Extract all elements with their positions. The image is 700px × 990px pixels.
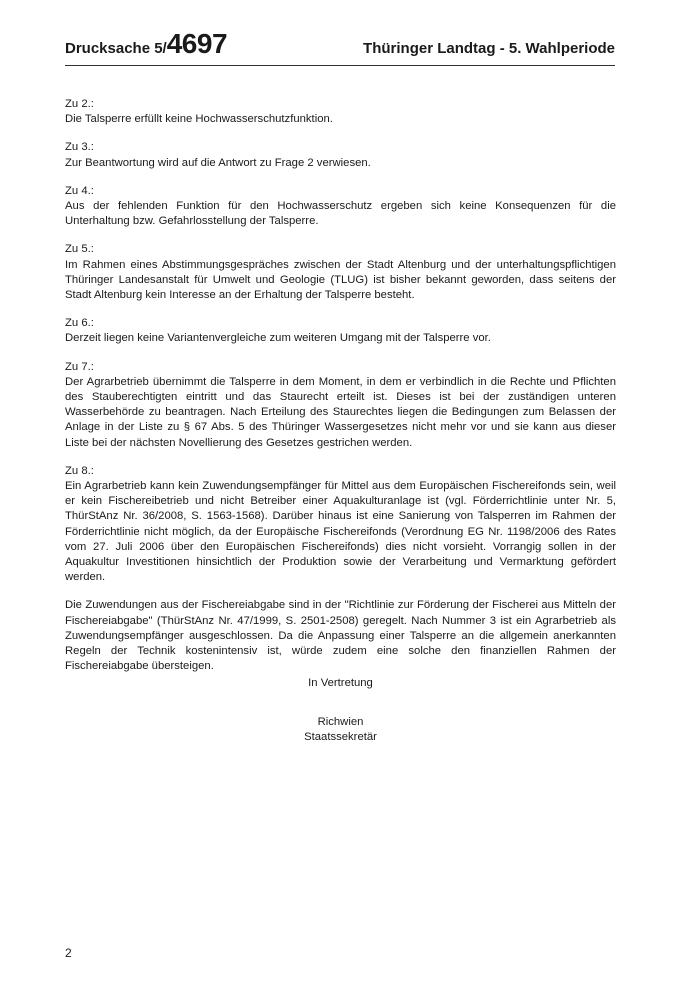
section-text: Derzeit liegen keine Variantenvergleiche zum weiteren Umgang mit der Talsperre vor. xyxy=(65,332,491,345)
signatory-name: Richwien xyxy=(317,716,364,729)
section-text: Zur Beantwortung wird auf die Antwort zu Frage 2 verwiesen. xyxy=(65,156,371,169)
page-number: 2 xyxy=(65,946,72,960)
document-number-value: 4697 xyxy=(166,28,228,59)
document-label: Drucksache 5/ xyxy=(65,40,167,57)
section-heading: Zu 3.: xyxy=(65,141,94,154)
answer-section xyxy=(65,97,616,127)
section-heading: Zu 7.: xyxy=(65,360,94,373)
in-vertretung: In Vertretung xyxy=(308,677,373,689)
paragraph-text: Die Zuwendungen aus der Fischereiabgabe sind in der "Richtlinie zur Förderung der Fischerei aus Mitteln der Fischereiabgabe" (ThürStAnz Nr. 47/1999, S. 2501-2508) geregelt. Nach Nummer 3 ist ein Agrarbetrieb als Zuwendungsempfänger ausgeschlossen. Da die Anpassung einer Talsperre an die allgemein anerkannten Regeln der Technik kostenintensiv ist, würde zudem eine solche den finanziellen Rahmen der Fischereiabgabe übersteigen. xyxy=(65,599,616,673)
answer-section xyxy=(65,140,616,170)
section-heading: Zu 6.: xyxy=(65,317,94,330)
section-text: Aus der fehlenden Funktion für den Hochwasserschutz ergeben sich keine Konsequenzen für die Unterhaltung bzw. Gefahrlosstellung der Talsperre. xyxy=(65,200,616,228)
answer-section xyxy=(65,184,616,230)
section-text: Im Rahmen eines Abstimmungsgespräches zwischen der Stadt Altenburg und der unterhaltungspflichtigen Thüringer Landesanstalt für Umwelt und Geologie (TLUG) ist bisher bekannt geworden, dass seitens der Stadt Altenburg kein Interesse an der Erhaltung der Talsperre besteht. xyxy=(65,258,616,302)
section-text: Ein Agrarbetrieb kann kein Zuwendungsempfänger für Mittel aus dem Europäischen Fischereifonds sein, weil er kein Fischereibetrieb und nicht Betreiber einer Aquakulturanlage ist (vgl. Förderrichtlinie unter Nr. 5, ThürStAnz Nr. 36/2008, S. 1563-1568). Darüber hinaus ist eine Sanierung von Talsperren im Rahmen der Förderrichtlinie nicht möglich, da der Europäische Fischereifonds (Verordnung EG Nr. 1198/2006 des Rates vom 27. Juli 2006 über den Europäischen Fischereifonds) dies nicht vorsieht. Vorrangig sollen in der Aquakultur Investitionen hinsichtlich der Produktion sowie der Verarbeitung und Vermarktung gefördert werden. xyxy=(65,480,616,584)
answer-section xyxy=(65,464,616,586)
section-heading: Zu 2.: xyxy=(65,98,94,110)
section-heading: Zu 4.: xyxy=(65,184,94,197)
parliament-title: Thüringer Landtag - 5. Wahlperiode xyxy=(363,40,615,57)
document-body xyxy=(65,97,616,688)
page-header xyxy=(65,30,615,66)
signature-block xyxy=(65,676,616,746)
section-text: Die Talsperre erfüllt keine Hochwasserschutzfunktion. xyxy=(65,113,333,126)
signatory-title: Staatssekretär xyxy=(304,731,377,744)
additional-paragraph xyxy=(65,598,616,674)
document-number xyxy=(65,28,227,60)
section-text: Der Agrarbetrieb übernimmt die Talsperre in dem Moment, in dem er verbindlich in die Rechte und Pflichten des Stauberechtigten eintritt und das Staurecht erteilt ist. Dieses ist bei der zuständigen unteren Wasserbehörde zu beantragen. Nach Erteilung des Staurechtes liegen die Bedingungen zum Belassen der Anlage in der Liste zu § 67 Abs. 5 des Thüringer Wassergesetzes nicht mehr vor und sie kann aus dieser Liste bei der nächsten Novellierung des Gesetzes gestrichen werden. xyxy=(65,375,616,449)
answer-section xyxy=(65,316,616,346)
section-heading: Zu 8.: xyxy=(65,464,94,477)
section-heading: Zu 5.: xyxy=(65,243,94,256)
answer-section xyxy=(65,360,616,451)
answer-section xyxy=(65,242,616,303)
signature-gap xyxy=(65,691,616,715)
header-divider xyxy=(65,65,615,66)
